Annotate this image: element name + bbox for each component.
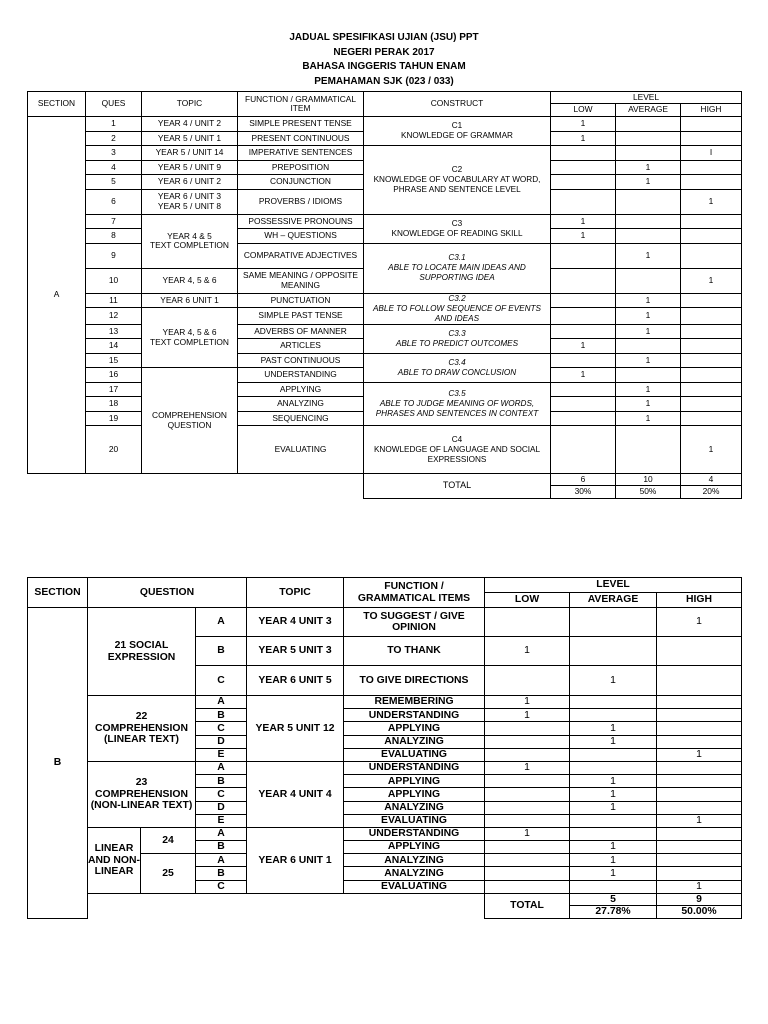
level-high xyxy=(657,867,742,880)
construct-c3-1 xyxy=(364,243,551,293)
header-function: FUNCTION / GRAMMATICAL ITEMS xyxy=(344,578,485,608)
question-22-label: 22 COMPREHENSION (LINEAR TEXT) xyxy=(88,696,196,762)
level-low xyxy=(551,189,616,214)
question-number: 15 xyxy=(86,353,142,368)
topic-cell: YEAR 5 / UNIT 14 xyxy=(142,146,238,161)
question-number: 12 xyxy=(86,308,142,325)
function-cell: PAST CONTINUOUS xyxy=(238,353,364,368)
section-label: B xyxy=(28,608,88,919)
header-construct: CONSTRUCT xyxy=(364,92,551,117)
function-cell: REMEMBERING xyxy=(344,696,485,709)
level-average xyxy=(570,748,657,761)
level-average: 1 xyxy=(570,801,657,814)
topic-cell: YEAR 6 / UNIT 2 xyxy=(142,175,238,190)
topic-line: YEAR 6 / UNIT 3 xyxy=(157,191,222,202)
document-title xyxy=(0,31,768,89)
question-number: 14 xyxy=(86,339,142,354)
construct-text: KNOWLEDGE OF VOCABULARY AT WORD, PHRASE AND SENTENCE LEVEL xyxy=(373,174,541,194)
topic-line: YEAR 4, 5 & 6 xyxy=(162,327,217,338)
construct-text: KNOWLEDGE OF READING SKILL xyxy=(391,228,523,238)
question-number: 3 xyxy=(86,146,142,161)
level-low xyxy=(485,854,570,867)
level-high xyxy=(657,801,742,814)
function-cell: UNDERSTANDING xyxy=(344,827,485,840)
level-high xyxy=(657,709,742,722)
level-high xyxy=(657,666,742,696)
question-24-number: 24 xyxy=(141,827,196,853)
question-number: 9 xyxy=(86,243,142,268)
level-average: 1 xyxy=(570,775,657,788)
sub-question: C xyxy=(196,722,247,735)
construct-code: C3 xyxy=(451,218,463,228)
question-number: 8 xyxy=(86,229,142,244)
level-average: 1 xyxy=(616,175,681,190)
total-low: 5 xyxy=(570,893,657,905)
level-high xyxy=(657,696,742,709)
question-21-label: 21 SOCIAL EXPRESSION xyxy=(88,608,196,696)
level-low xyxy=(551,160,616,175)
level-high xyxy=(657,841,742,854)
level-low: 1 xyxy=(551,229,616,244)
topic-line: YEAR 4 & 5 xyxy=(167,230,212,241)
construct-code: C3.4 xyxy=(448,357,466,367)
construct-c4 xyxy=(364,426,551,474)
construct-code: C3.3 xyxy=(448,328,466,338)
level-low xyxy=(485,735,570,748)
level-average: 1 xyxy=(570,666,657,696)
level-high: 1 xyxy=(681,268,742,293)
construct-c3-2 xyxy=(364,293,551,324)
question-24-25-label: LINEAR AND NON-LINEAR xyxy=(88,827,141,893)
level-average xyxy=(570,696,657,709)
level-high xyxy=(681,382,742,397)
sub-question: D xyxy=(196,735,247,748)
function-cell: UNDERSTANDING xyxy=(344,709,485,722)
level-average xyxy=(616,131,681,146)
function-cell: ADVERBS OF MANNER xyxy=(238,324,364,339)
question-23-label: 23 COMPREHENSION (NON-LINEAR TEXT) xyxy=(88,761,196,827)
level-low xyxy=(551,243,616,268)
level-high xyxy=(657,775,742,788)
sub-question: A xyxy=(196,608,247,637)
question-number: 10 xyxy=(86,268,142,293)
topic-cell: YEAR 6 UNIT 5 xyxy=(247,666,344,696)
function-cell: EVALUATING xyxy=(344,814,485,827)
sub-question: B xyxy=(196,775,247,788)
header-section: SECTION xyxy=(28,578,88,608)
topic-cell xyxy=(142,368,238,474)
function-cell: PRESENT CONTINUOUS xyxy=(238,131,364,146)
level-low xyxy=(551,268,616,293)
level-low xyxy=(485,608,570,637)
construct-text: ABLE TO DRAW CONCLUSION xyxy=(397,367,517,377)
level-average xyxy=(616,229,681,244)
function-cell: PUNCTUATION xyxy=(238,293,364,308)
construct-code: C3.1 xyxy=(448,253,466,262)
function-cell: ANALYZING xyxy=(344,801,485,814)
level-high xyxy=(681,293,742,308)
question-number: 6 xyxy=(86,189,142,214)
sub-question: A xyxy=(196,827,247,840)
level-low xyxy=(485,814,570,827)
topic-cell: YEAR 5 UNIT 3 xyxy=(247,637,344,666)
function-cell: PREPOSITION xyxy=(238,160,364,175)
level-average xyxy=(570,880,657,893)
level-average xyxy=(570,608,657,637)
construct-c1 xyxy=(364,117,551,146)
title-line-1: JADUAL SPESIFIKASI UJIAN (JSU) PPT xyxy=(289,32,479,43)
question-number: 20 xyxy=(86,426,142,474)
level-high: I xyxy=(681,146,742,161)
topic-cell: YEAR 6 UNIT 1 xyxy=(142,293,238,308)
level-low: 1 xyxy=(485,637,570,666)
function-cell: EVALUATING xyxy=(344,880,485,893)
function-cell: SAME MEANING / OPPOSITE MEANING xyxy=(238,268,364,293)
level-average xyxy=(616,339,681,354)
function-cell: PROVERBS / IDIOMS xyxy=(238,189,364,214)
level-average: 1 xyxy=(616,160,681,175)
sub-question: A xyxy=(196,696,247,709)
level-average: 1 xyxy=(570,854,657,867)
function-cell: POSSESSIVE PRONOUNS xyxy=(238,214,364,229)
level-low xyxy=(485,880,570,893)
title-line-4: PEMAHAMAN SJK (023 / 033) xyxy=(314,75,454,87)
level-high xyxy=(657,722,742,735)
question-number: 13 xyxy=(86,324,142,339)
sub-question: B xyxy=(196,709,247,722)
level-average xyxy=(570,709,657,722)
level-low xyxy=(485,788,570,801)
header-high: HIGH xyxy=(681,104,742,117)
function-cell: EVALUATING xyxy=(238,426,364,474)
function-cell: SIMPLE PAST TENSE xyxy=(238,308,364,325)
sub-question: A xyxy=(196,854,247,867)
level-average xyxy=(616,189,681,214)
question-number: 1 xyxy=(86,117,142,132)
question-25-number: 25 xyxy=(141,854,196,894)
function-cell: ANALYZING xyxy=(238,397,364,412)
construct-text: ABLE TO LOCATE MAIN IDEAS AND SUPPORTING IDEA xyxy=(388,263,526,282)
section-label: A xyxy=(28,117,86,474)
level-average: 1 xyxy=(616,397,681,412)
topic-cell: YEAR 6 UNIT 1 xyxy=(247,827,344,893)
header-low: LOW xyxy=(551,104,616,117)
total-average-pct: 50% xyxy=(616,486,681,499)
level-high xyxy=(657,854,742,867)
function-cell: ANALYZING xyxy=(344,854,485,867)
level-average: 1 xyxy=(616,308,681,325)
construct-code: C1 xyxy=(451,121,463,130)
function-cell: ANALYZING xyxy=(344,867,485,880)
topic-cell: YEAR 4, 5 & 6 xyxy=(142,268,238,293)
topic-line: QUESTION xyxy=(167,419,212,430)
question-number: 5 xyxy=(86,175,142,190)
level-low xyxy=(485,722,570,735)
topic-line: COMPREHENSION xyxy=(152,410,227,421)
level-low xyxy=(551,411,616,426)
level-high xyxy=(681,397,742,412)
header-topic: TOPIC xyxy=(142,92,238,117)
level-high xyxy=(681,214,742,229)
sub-question: B xyxy=(196,841,247,854)
question-number: 16 xyxy=(86,368,142,383)
function-cell: CONJUNCTION xyxy=(238,175,364,190)
question-number: 17 xyxy=(86,382,142,397)
header-average: AVERAGE xyxy=(570,593,657,608)
topic-line: TEXT COMPLETION xyxy=(150,240,229,250)
function-cell: SEQUENCING xyxy=(238,411,364,426)
blank-area xyxy=(28,474,364,486)
total-low: 6 xyxy=(551,474,616,486)
function-cell: APPLYING xyxy=(344,788,485,801)
level-high xyxy=(681,243,742,268)
level-average: 1 xyxy=(570,722,657,735)
topic-cell: YEAR 5 UNIT 12 xyxy=(247,696,344,762)
total-average: 9 xyxy=(657,893,742,905)
total-label: TOTAL xyxy=(364,474,551,499)
level-low: 1 xyxy=(551,117,616,132)
level-high xyxy=(681,368,742,383)
header-ques: QUES xyxy=(86,92,142,117)
question-number: 2 xyxy=(86,131,142,146)
header-average: AVERAGE xyxy=(616,104,681,117)
level-low xyxy=(551,426,616,474)
total-high-pct: 20% xyxy=(681,486,742,499)
level-low xyxy=(551,146,616,161)
function-cell: APPLYING xyxy=(344,841,485,854)
level-high: 1 xyxy=(657,880,742,893)
function-cell: COMPARATIVE ADJECTIVES xyxy=(238,243,364,268)
construct-code: C2 xyxy=(451,164,463,174)
level-low xyxy=(485,841,570,854)
level-low: 1 xyxy=(551,131,616,146)
level-high xyxy=(681,353,742,368)
sub-question: A xyxy=(196,761,247,774)
level-high xyxy=(681,117,742,132)
level-low xyxy=(551,353,616,368)
sub-question: E xyxy=(196,748,247,761)
total-label: TOTAL xyxy=(485,893,570,918)
construct-text: KNOWLEDGE OF GRAMMAR xyxy=(401,131,513,140)
level-high xyxy=(681,229,742,244)
section-a-spec-table xyxy=(27,91,742,499)
question-number: 18 xyxy=(86,397,142,412)
topic-cell xyxy=(142,308,238,368)
function-cell: APPLYING xyxy=(344,775,485,788)
topic-line: YEAR 5 / UNIT 8 xyxy=(157,200,222,211)
topic-cell: YEAR 4 UNIT 4 xyxy=(247,761,344,827)
level-high: 1 xyxy=(681,189,742,214)
level-low xyxy=(551,293,616,308)
level-high xyxy=(657,827,742,840)
sub-question: D xyxy=(196,801,247,814)
function-cell: UNDERSTANDING xyxy=(238,368,364,383)
construct-code: C4 xyxy=(451,434,463,444)
level-average: 1 xyxy=(616,411,681,426)
header-low: LOW xyxy=(485,593,570,608)
question-number: 11 xyxy=(86,293,142,308)
level-average xyxy=(570,637,657,666)
level-low: 1 xyxy=(551,339,616,354)
function-cell: EVALUATING xyxy=(344,748,485,761)
level-average: 1 xyxy=(570,841,657,854)
level-average xyxy=(616,268,681,293)
level-average: 1 xyxy=(570,867,657,880)
level-low: 1 xyxy=(485,761,570,774)
level-low xyxy=(485,666,570,696)
total-high: 4 xyxy=(681,474,742,486)
construct-text: ABLE TO FOLLOW SEQUENCE OF EVENTS AND IDEAS xyxy=(372,303,542,323)
topic-cell xyxy=(142,214,238,268)
sub-question: E xyxy=(196,814,247,827)
construct-c3-4 xyxy=(364,353,551,382)
level-high xyxy=(681,160,742,175)
construct-code: C3.2 xyxy=(448,293,466,303)
header-section: SECTION xyxy=(28,92,86,117)
title-line-2: NEGERI PERAK 2017 xyxy=(333,46,435,58)
level-high xyxy=(681,339,742,354)
topic-cell: YEAR 4 / UNIT 2 xyxy=(142,117,238,132)
question-number: 19 xyxy=(86,411,142,426)
level-average xyxy=(570,827,657,840)
level-low xyxy=(551,308,616,325)
level-high xyxy=(657,637,742,666)
header-topic: TOPIC xyxy=(247,578,344,608)
level-low: 1 xyxy=(485,827,570,840)
level-average xyxy=(616,368,681,383)
function-cell: WH – QUESTIONS xyxy=(238,229,364,244)
function-cell: TO THANK xyxy=(344,637,485,666)
total-low-pct: 30% xyxy=(551,486,616,499)
construct-c3-3 xyxy=(364,324,551,353)
sub-question: B xyxy=(196,637,247,666)
level-average: 1 xyxy=(616,243,681,268)
level-high: 1 xyxy=(657,748,742,761)
level-average xyxy=(616,214,681,229)
construct-c3 xyxy=(364,214,551,243)
level-low xyxy=(485,748,570,761)
header-function: FUNCTION / GRAMMATICAL ITEM xyxy=(238,92,364,117)
blank-area xyxy=(88,893,485,905)
construct-c2 xyxy=(364,146,551,215)
level-average xyxy=(616,426,681,474)
header-level: LEVEL xyxy=(551,92,742,104)
level-low xyxy=(485,867,570,880)
blank-area xyxy=(88,906,485,918)
level-average: 1 xyxy=(616,293,681,308)
title-line-3: BAHASA INGGERIS TAHUN ENAM xyxy=(302,61,466,72)
function-cell: TO GIVE DIRECTIONS xyxy=(344,666,485,696)
level-low: 1 xyxy=(551,214,616,229)
level-high xyxy=(657,735,742,748)
function-cell: UNDERSTANDING xyxy=(344,761,485,774)
level-average: 1 xyxy=(616,353,681,368)
topic-cell: YEAR 4 UNIT 3 xyxy=(247,608,344,637)
header-level: LEVEL xyxy=(485,578,742,593)
sub-question: C xyxy=(196,666,247,696)
sub-question: C xyxy=(196,880,247,893)
level-high: 1 xyxy=(657,814,742,827)
level-high xyxy=(681,308,742,325)
function-cell: SIMPLE PRESENT TENSE xyxy=(238,117,364,132)
level-high xyxy=(657,788,742,801)
level-low xyxy=(551,324,616,339)
level-low xyxy=(551,175,616,190)
header-high: HIGH xyxy=(657,593,742,608)
level-high xyxy=(681,175,742,190)
construct-code: C3.5 xyxy=(448,388,466,398)
topic-cell xyxy=(142,189,238,214)
function-cell: APPLYING xyxy=(238,382,364,397)
level-low: 1 xyxy=(485,696,570,709)
level-average: 1 xyxy=(570,788,657,801)
level-average: 1 xyxy=(616,324,681,339)
level-low xyxy=(551,382,616,397)
level-low: 1 xyxy=(551,368,616,383)
total-average: 10 xyxy=(616,474,681,486)
construct-text: KNOWLEDGE OF LANGUAGE AND SOCIAL EXPRESSIONS xyxy=(373,444,541,464)
level-average xyxy=(616,146,681,161)
construct-text: ABLE TO JUDGE MEANING OF WORDS, PHRASES AND SENTENCES IN CONTEXT xyxy=(375,398,539,418)
topic-cell: YEAR 5 / UNIT 9 xyxy=(142,160,238,175)
construct-c3-5 xyxy=(364,382,551,426)
function-cell: TO SUGGEST / GIVE OPINION xyxy=(344,608,485,637)
topic-line: TEXT COMPLETION xyxy=(150,336,229,347)
function-cell: IMPERATIVE SENTENCES xyxy=(238,146,364,161)
level-low: 1 xyxy=(485,709,570,722)
level-high xyxy=(681,131,742,146)
level-high xyxy=(681,411,742,426)
sub-question: C xyxy=(196,788,247,801)
question-number: 7 xyxy=(86,214,142,229)
level-average xyxy=(570,761,657,774)
level-low xyxy=(485,775,570,788)
function-cell: APPLYING xyxy=(344,722,485,735)
level-low xyxy=(551,397,616,412)
section-b-spec-table xyxy=(27,577,742,919)
blank-area xyxy=(28,486,364,499)
level-high xyxy=(681,324,742,339)
level-average xyxy=(616,117,681,132)
level-low xyxy=(485,801,570,814)
sub-question: B xyxy=(196,867,247,880)
question-number: 4 xyxy=(86,160,142,175)
level-high xyxy=(657,761,742,774)
function-cell: ARTICLES xyxy=(238,339,364,354)
topic-cell: YEAR 5 / UNIT 1 xyxy=(142,131,238,146)
header-question: QUESTION xyxy=(88,578,247,608)
level-average: 1 xyxy=(570,735,657,748)
level-high: 1 xyxy=(681,426,742,474)
total-average-pct: 50.00% xyxy=(657,906,742,918)
construct-text: ABLE TO PREDICT OUTCOMES xyxy=(395,338,519,348)
level-high: 1 xyxy=(657,608,742,637)
total-low-pct: 27.78% xyxy=(570,906,657,918)
level-average xyxy=(570,814,657,827)
level-average: 1 xyxy=(616,382,681,397)
function-cell: ANALYZING xyxy=(344,735,485,748)
